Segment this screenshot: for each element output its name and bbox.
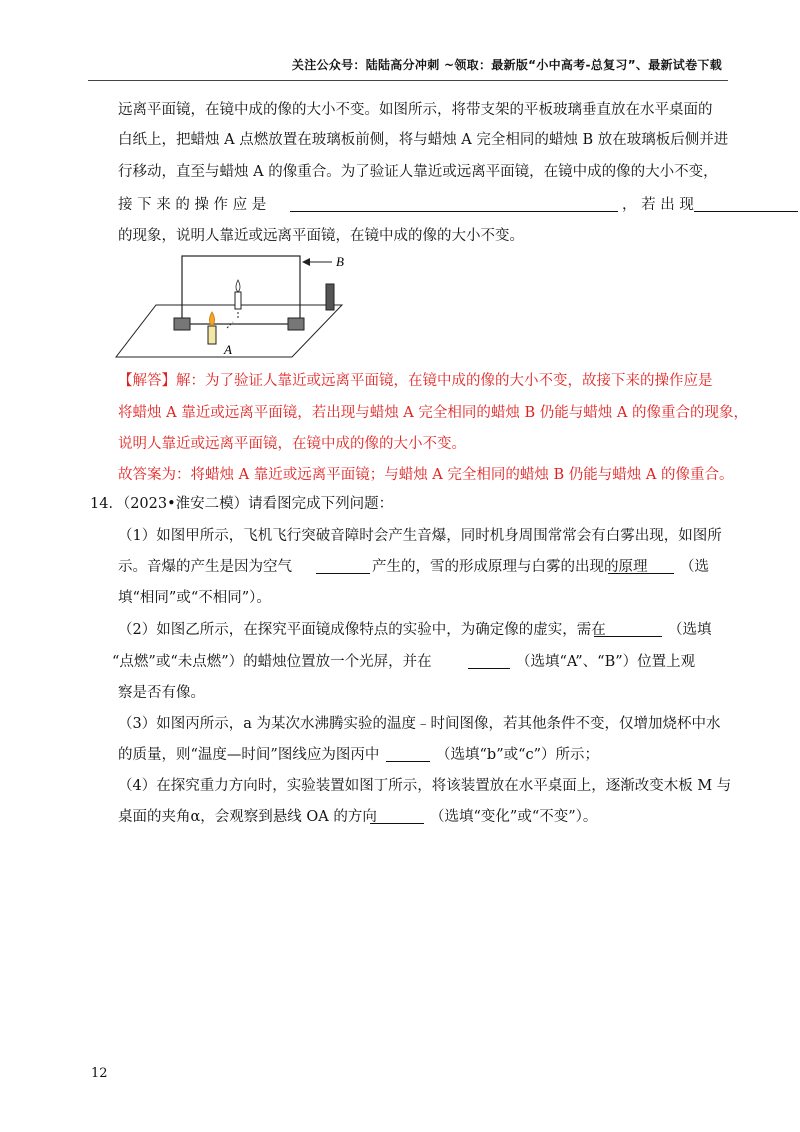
dashed-guide: [227, 322, 233, 328]
answer-line-1: 【解答】解：为了验证人靠近或远离平面镜，在镜中成的像的大小不变，故接下来的操作应是: [118, 373, 713, 389]
q14-part4-line2a: 桌面的夹角α，会观察到悬线 OA 的方向: [118, 809, 377, 825]
answer-blank: [594, 622, 662, 637]
header-divider: [88, 80, 728, 81]
q14-part2-line2a: “点燃”或“未点燃”）的蜡烛位置放一个光屏，并在: [112, 654, 432, 670]
answer-blank: [468, 654, 510, 669]
candle-b-image: [235, 292, 241, 309]
answer-blank: [316, 559, 370, 574]
label-b: B: [336, 254, 344, 269]
page-header: 关注公众号：陆陆高分冲刺 ~领取：最新版“小中高考-总复习”、最新试卷下载: [291, 58, 722, 72]
left-support: [174, 318, 190, 330]
q14-part2-line3: 察是否有像。: [118, 685, 205, 701]
candle-image-flame-icon: [236, 280, 240, 292]
q14-title: 14．（2023•淮安二模）请看图完成下列问题：: [90, 496, 394, 512]
mirror-experiment-figure: [112, 250, 352, 360]
page-number: 12: [91, 1066, 108, 1081]
q14-part3-line2a: 的质量，则“温度—时间”图线应为图丙中: [118, 747, 380, 763]
q13-line-4-mid: ， 若 出 现: [622, 197, 694, 213]
q13-line-4-start: 接 下 来 的 操 作 应 是: [118, 197, 267, 213]
q14-part1-line2a: 示。音爆的产生是因为空气: [118, 559, 292, 575]
q14-part2-line2b: （选填“A”、“B”）位置上观: [516, 654, 696, 670]
q14-part2-line1b: （选填: [668, 622, 712, 638]
q14-part1-line3: 填“相同”或“不相同”）。: [118, 590, 271, 606]
q14-part2-line1a: （2）如图乙所示，在探究平面镜成像特点的实验中，为确定像的虚实，需在: [118, 622, 606, 638]
q13-line-5: 的现象，说明人靠近或远离平面镜，在镜中成的像的大小不变。: [118, 228, 524, 244]
q14-part1-line2c: （选: [680, 559, 709, 575]
answer-blank: [370, 809, 424, 824]
answer-blank: [290, 197, 618, 212]
q14-part4-line1: （4）在探究重力方向时，实验装置如图丁所示，将该装置放在水平桌面上，逐渐改变木板 M 与: [118, 778, 732, 794]
q13-line-1: 远离平面镜，在镜中成的像的大小不变。如图所示，将带支架的平板玻璃垂直放在水平桌面的: [118, 102, 713, 118]
right-support: [288, 318, 304, 330]
q13-line-2: 白纸上，把蜡烛 A 点燃放置在玻璃板前侧，将与蜡烛 A 完全相同的蜡烛 B 放在玻璃板后侧并进: [118, 132, 729, 148]
q14-part3-line2b: （选填“b”或“c”）所示；: [436, 747, 600, 763]
label-a: A: [224, 342, 232, 357]
answer-blank: [386, 747, 430, 762]
q14-part1-line2b: 产生的，雪的形成原理与白雾的出现的原理: [372, 559, 648, 575]
q14-part3-line1: （3）如图丙所示，a 为某次水沸腾实验的温度﹣时间图像，若其他条件不变，仅增加烧杯中水: [118, 716, 721, 732]
flame-icon: [209, 312, 214, 326]
answer-line-2: 将蜡烛 A 靠近或远离平面镜，若出现与蜡烛 A 完全相同的蜡烛 B 仍能与蜡烛 A 的像重合的现象，: [118, 405, 748, 421]
arrow-head-icon: [302, 258, 310, 266]
answer-line-4: 故答案为：将蜡烛 A 靠近或远离平面镜；与蜡烛 A 完全相同的蜡烛 B 仍能与蜡烛 A 的像重合。: [118, 467, 734, 483]
q14-part1-line1: （1）如图甲所示，飞机飞行突破音障时会产生音爆，同时机身周围常常会有白雾出现，如图所: [118, 528, 722, 544]
q13-line-3: 行移动，直至与蜡烛 A 的像重合。为了验证人靠近或远离平面镜，在镜中成的像的大小不变，: [118, 164, 718, 180]
candle-a: [208, 326, 216, 344]
answer-line-3: 说明人靠近或远离平面镜，在镜中成的像的大小不变。: [118, 436, 466, 452]
glass-plate: [182, 256, 300, 324]
answer-blank: [694, 197, 798, 212]
candle-b: [326, 284, 334, 310]
q14-part4-line2b: （选填“变化”或“不变”）。: [430, 809, 598, 825]
answer-blank: [608, 559, 674, 574]
